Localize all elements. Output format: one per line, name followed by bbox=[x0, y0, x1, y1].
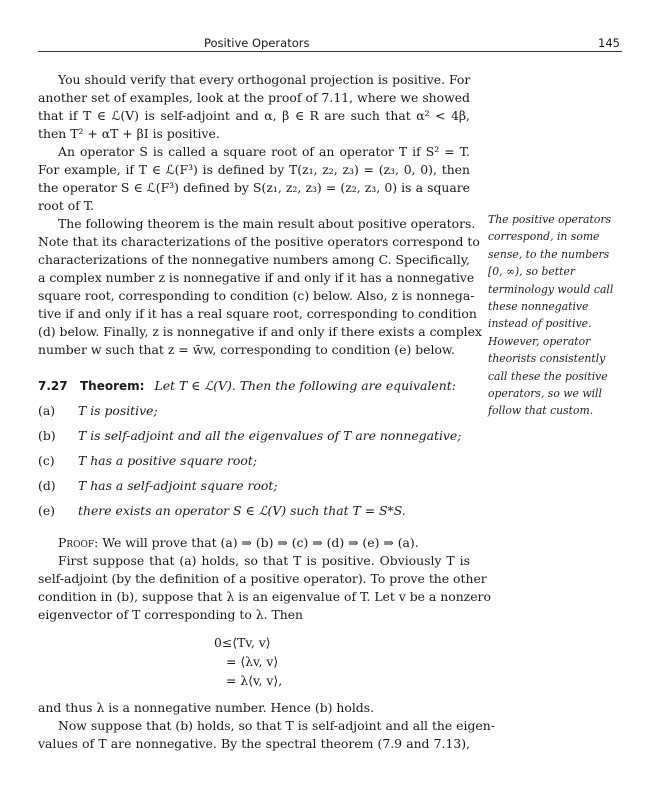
proof-chain: We will prove that (a) ⇒ (b) ⇒ (c) ⇒ (d) ⇒ (e) ⇒ (a). bbox=[102, 535, 419, 550]
margin-line: instead of positive. bbox=[488, 317, 592, 331]
margin-line: these nonnegative bbox=[488, 300, 589, 314]
text-line: another set of examples, look at the proof of 7.11, where we showed bbox=[38, 90, 470, 105]
page-number: 145 bbox=[598, 36, 620, 50]
display-equation bbox=[38, 634, 470, 691]
text-line: Now suppose that (b) holds, so that T is self-adjoint and all the eigen- bbox=[58, 718, 495, 733]
theorem-label: Theorem: bbox=[80, 379, 145, 393]
text-line: square root, corresponding to condition (c) below. Also, z is nonnega- bbox=[38, 288, 475, 303]
text-line: that if T ∈ ℒ(V) is self-adjoint and α, β ∈ R are such that α² < 4β, bbox=[38, 108, 470, 123]
text-line: tive if and only if it has a real square root, corresponding to condition bbox=[38, 306, 477, 321]
margin-line: operators, so we will bbox=[488, 387, 602, 401]
text-line: Note that its characterizations of the positive operators correspond to bbox=[38, 234, 480, 249]
margin-line: follow that custom. bbox=[488, 404, 594, 418]
margin-line: theorists consistently bbox=[488, 352, 606, 366]
condition-item: (a) T is positive; bbox=[38, 403, 158, 418]
text-line: (d) below. Finally, z is nonnegative if and only if there exists a complex bbox=[38, 324, 482, 339]
text-line: number w such that z = w̄w, corresponding to condition (e) below. bbox=[38, 342, 455, 357]
running-title: Positive Operators bbox=[204, 36, 310, 50]
theorem-conditions bbox=[38, 402, 470, 520]
text-line: values of T are nonnegative. By the spectral theorem (7.9 and 7.13), bbox=[38, 736, 470, 751]
margin-line: call these the positive bbox=[488, 369, 608, 383]
margin-line: However, operator bbox=[488, 334, 591, 348]
paragraph-theorem-intro bbox=[38, 215, 482, 359]
text-line: For example, if T ∈ ℒ(F³) is defined by T(z₁, z₂, z₃) = (z₃, 0, 0), then bbox=[38, 162, 470, 177]
equation-line: = λ⟨v, v⟩, bbox=[226, 673, 283, 688]
text-line: condition in (b), suppose that λ is an eigenvalue of T. Let v be a nonzero bbox=[38, 589, 491, 604]
text-line: characterizations of the nonnegative numbers among C. Specifically, bbox=[38, 252, 470, 267]
text-line: the operator S ∈ ℒ(F³) defined by S(z₁, z₂, z₃) = (z₂, z₃, 0) is a square bbox=[38, 180, 470, 195]
margin-line: The positive operators bbox=[488, 213, 612, 226]
text-line: and thus λ is a nonnegative number. Hence (b) holds. bbox=[38, 700, 375, 715]
theorem-statement: Let T ∈ ℒ(V). Then the following are equivalent: bbox=[154, 378, 456, 393]
condition-item: (c) T has a positive square root; bbox=[38, 453, 257, 468]
equation-line: 0≤⟨Tv, v⟩ bbox=[214, 635, 271, 650]
margin-line: [0, ∞), so better bbox=[488, 265, 576, 279]
margin-line: terminology would call bbox=[488, 282, 614, 296]
condition-item: (d) T has a self-adjoint square root; bbox=[38, 478, 278, 493]
proof-label: Proof: bbox=[58, 535, 99, 550]
equation-line: = ⟨λv, v⟩ bbox=[226, 654, 279, 669]
header-rule bbox=[38, 51, 622, 52]
proof-opening bbox=[38, 534, 470, 552]
text-line: An operator S is called a square root of an operator T if S² = T. bbox=[58, 144, 470, 159]
main-text-column bbox=[38, 71, 495, 753]
margin-line: correspond, in some bbox=[488, 230, 600, 244]
theorem-heading bbox=[38, 377, 470, 395]
text-line: eigenvector of T corresponding to λ. Then bbox=[38, 607, 304, 622]
running-header bbox=[38, 36, 622, 50]
condition-item: (e) there exists an operator S ∈ ℒ(V) such that T = S*S. bbox=[38, 503, 406, 518]
text-line: a complex number z is nonnegative if and only if it has a nonnegative bbox=[38, 270, 475, 285]
text-line: First suppose that (a) holds, so that T is positive. Obviously T is bbox=[58, 553, 470, 568]
text-line: The following theorem is the main result about positive operators. bbox=[58, 216, 476, 231]
text-line: You should verify that every orthogonal projection is positive. For bbox=[58, 72, 471, 87]
paragraph-square-root-definition bbox=[38, 143, 470, 215]
text-line: self-adjoint (by the definition of a positive operator). To prove the other bbox=[38, 571, 487, 586]
text-line: then T² + αT + βI is positive. bbox=[38, 126, 220, 141]
paragraph-orthogonal-projection bbox=[38, 71, 470, 143]
paragraph-proof-a-implies-b bbox=[38, 552, 491, 624]
condition-item: (b) T is self-adjoint and all the eigenvalues of T are nonnegative; bbox=[38, 428, 462, 443]
margin-note bbox=[488, 211, 628, 420]
text-line: root of T. bbox=[38, 198, 95, 213]
paragraph-proof-b-implies-c bbox=[38, 717, 495, 753]
margin-line: sense, to the numbers bbox=[488, 247, 610, 261]
theorem-number: 7.27 bbox=[38, 379, 68, 393]
